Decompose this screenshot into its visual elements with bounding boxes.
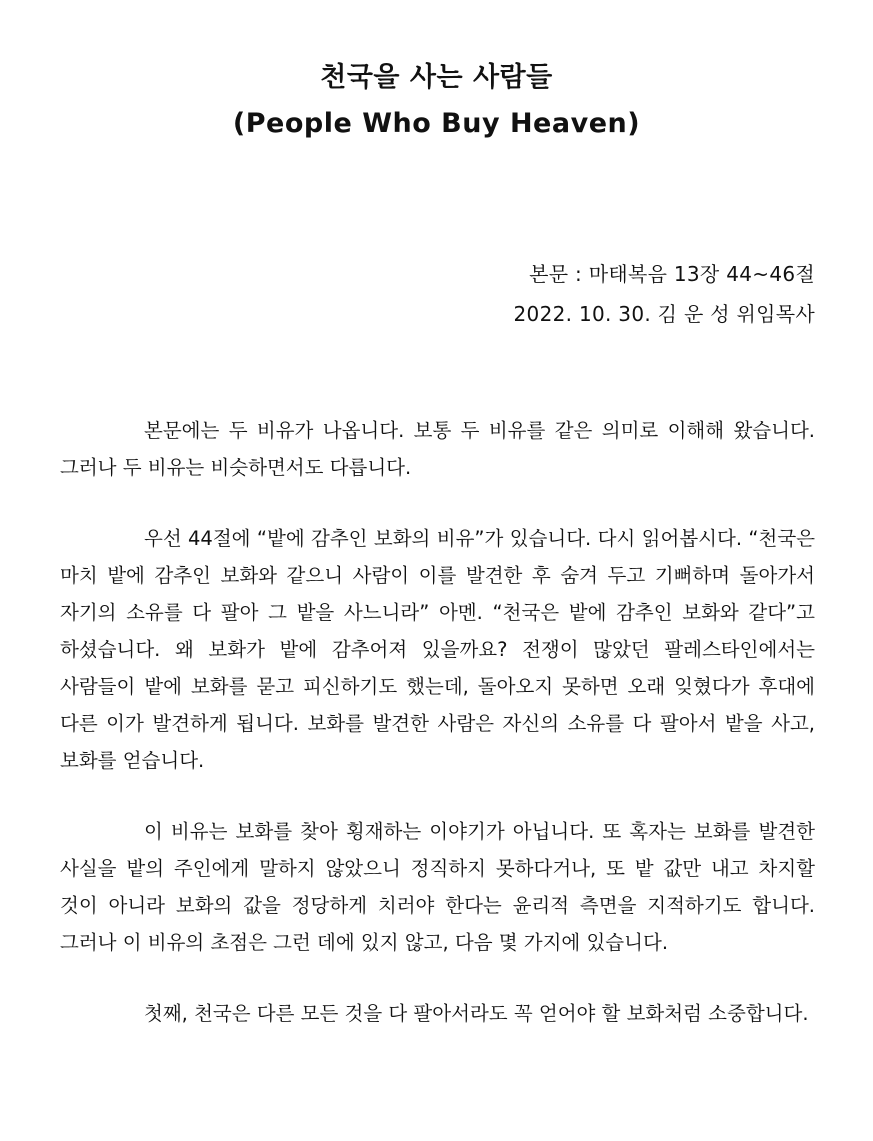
paragraph-2: 우선 44절에 “밭에 감추인 보화의 비유”가 있습니다. 다시 읽어봅시다. “천국은 마치 밭에 감추인 보화와 같으니 사람이 이를 발견한 후 숨겨 두고 기뻐하며 돌아가서 자기의 소유를 다 팔아 그 밭을 사느니라” 아멘. “천국은 밭에 감추인 보화와 같다”고 하셨습니다. 왜 보화가 밭에 감추어져 있을까요? 전쟁이 많았던 팔레스타인에서는 사람들이 밭에 보화를 묻고 피신하기도 했는데, 돌아오지 못하면 오래 잊혔다가 후대에 다른 이가 발견하게 됩니다. 보화를 발견한 사람은 자신의 소유를 다 팔아서 밭을 사고, 보화를 얻습니다. — [60, 527, 816, 772]
paragraph-3: 이 비유는 보화를 찾아 횡재하는 이야기가 아닙니다. 또 혹자는 보화를 발견한 사실을 밭의 주인에게 말하지 않았으니 정직하지 못하다거나, 또 밭 값만 내고 차지할 것이 아니라 보화의 값을 정당하게 치러야 한다는 윤리적 측면을 지적하기도 합니다. 그러나 이 비유의 초점은 그런 데에 있지 않고, 다음 몇 가지에 있습니다. — [60, 820, 815, 954]
date-and-author: 2022. 10. 30. 김 운 성 위임목사 — [513, 302, 815, 326]
sermon-body — [60, 412, 815, 1066]
sermon-title: 천국을 사는 사람들 — [320, 62, 553, 93]
paragraph-1: 본문에는 두 비유가 나옵니다. 보통 두 비유를 같은 의미로 이해해 왔습니다. 그러나 두 비유는 비슷하면서도 다릅니다. — [60, 419, 815, 479]
scripture-reference: 본문 : 마태복음 13장 44~46절 — [529, 262, 815, 286]
sermon-subtitle: (People Who Buy Heaven) — [232, 108, 641, 139]
paragraph-4: 첫째, 천국은 다른 모든 것을 다 팔아서라도 꼭 얻어야 할 보화처럼 소중합니다. — [144, 1002, 809, 1025]
